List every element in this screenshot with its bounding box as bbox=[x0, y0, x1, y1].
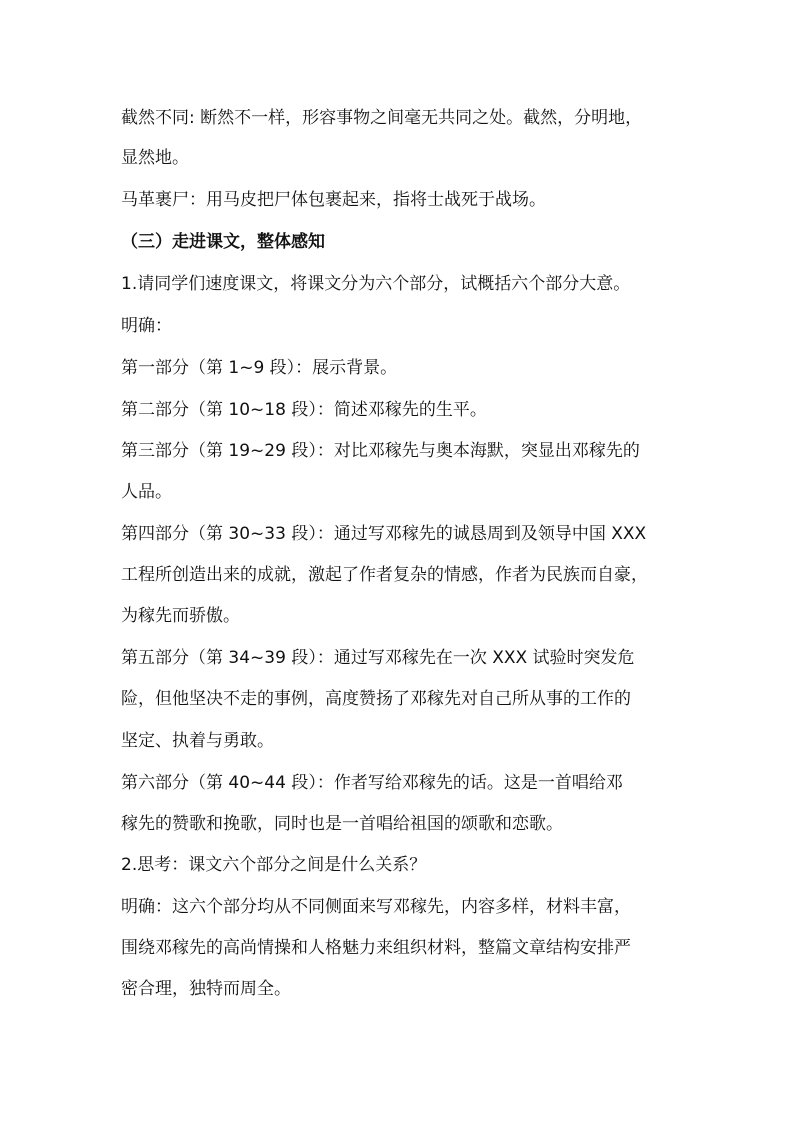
text-line: 工程所创造出来的成就，激起了作者复杂的情感，作者为民族而自豪， bbox=[121, 565, 648, 585]
text-line: 密合理，独特而周全。 bbox=[121, 979, 291, 999]
text-line: 第三部分（第 19~29 段）：对比邓稼先与奥本海默，突显出邓稼先的 bbox=[121, 441, 640, 461]
text-line: 明确： bbox=[121, 316, 172, 336]
text-line: 坚定、执着与勇敢。 bbox=[121, 731, 274, 751]
section-heading: （三）走进课文，整体感知 bbox=[121, 232, 325, 252]
text-line: 马革裹尸：用马皮把尸体包裹起来，指将士战死于战场。 bbox=[121, 190, 546, 210]
text-line: 显然地。 bbox=[121, 148, 189, 168]
text-line: 围绕邓稼先的高尚情操和人格魅力来组织材料，整篇文章结构安排严 bbox=[121, 938, 631, 958]
text-line: 人品。 bbox=[121, 482, 172, 502]
text-line: 第五部分（第 34~39 段）：通过写邓稼先在一次 XXX 试验时突发危 bbox=[121, 648, 635, 668]
text-line: 2.思考：课文六个部分之间是什么关系？ bbox=[121, 855, 427, 875]
text-line: 明确：这六个部分均从不同侧面来写邓稼先，内容多样，材料丰富， bbox=[121, 897, 631, 917]
text-line: 1.请同学们速度课文，将课文分为六个部分，试概括六个部分大意。 bbox=[121, 274, 631, 294]
text-line: 第六部分（第 40~44 段）：作者写给邓稼先的话。这是一首唱给邓 bbox=[121, 773, 623, 793]
text-line: 截然不同: 断然不一样，形容事物之间毫无共同之处。截然，分明地， bbox=[121, 108, 643, 128]
text-line: 第二部分（第 10~18 段）：简述邓稼先的生平。 bbox=[121, 400, 487, 420]
text-line: 稼先的赞歌和挽歌，同时也是一首唱给祖国的颂歌和恋歌。 bbox=[121, 814, 563, 834]
text-line: 第一部分（第 1~9 段）：展示背景。 bbox=[121, 358, 398, 378]
text-line: 险，但他坚决不走的事例，高度赞扬了邓稼先对自己所从事的工作的 bbox=[121, 689, 631, 709]
text-line: 为稼先而骄傲。 bbox=[121, 606, 240, 626]
text-line: 第四部分（第 30~33 段）：通过写邓稼先的诚恳周到及领导中国 XXX bbox=[121, 524, 647, 544]
